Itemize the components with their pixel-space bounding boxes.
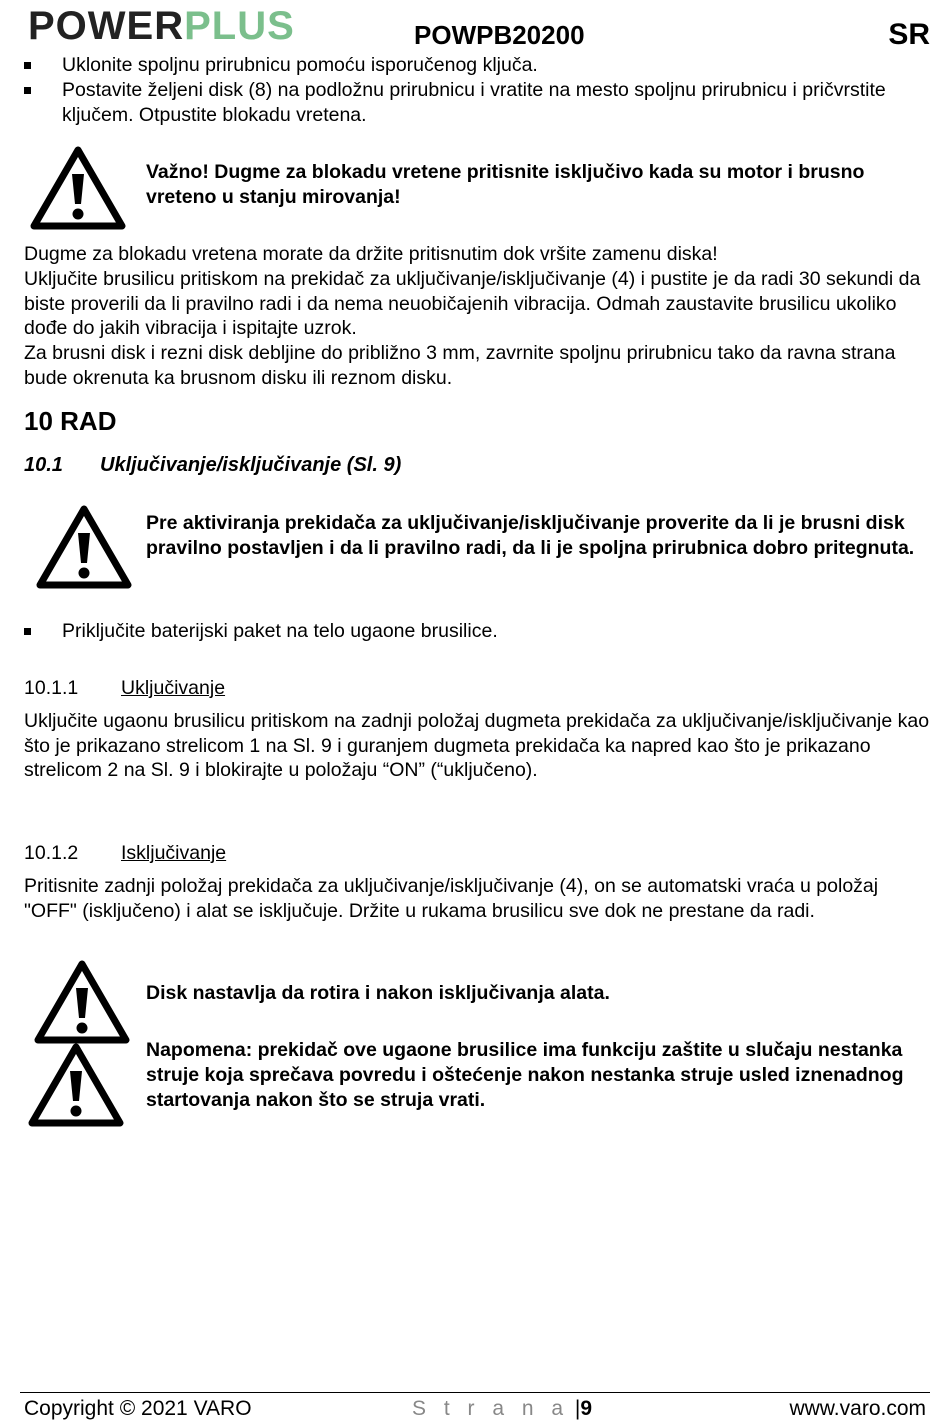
bullet-marker xyxy=(24,628,31,635)
warning-text: Disk nastavlja da rotira i nakon isključivanja alata. xyxy=(146,982,610,1004)
subsubsection-heading: 10.1.1 Uključivanje xyxy=(24,677,226,699)
warning-triangle-icon xyxy=(34,960,130,1044)
warning-text: Pre aktiviranja prekidača za uključivanje/isključivanje proverite da li je brusni disk pravilno postavljen i da li pravilno radi, da li je spoljna prirubnica dobro pritegnuta. xyxy=(146,512,915,559)
bullet-marker xyxy=(24,87,31,94)
paragraph: Pritisnite zadnji položaj prekidača za uključivanje/isključivanje (4), on se automatski vraća u položaj "OFF" (isključeno) i alat se isključuje. Držite u rukama brusilicu sve dok ne prestane da radi. xyxy=(24,875,879,922)
subsubsection-heading: 10.1.2 Isključivanje xyxy=(24,842,227,864)
paragraph: Za brusni disk i rezni disk debljine do približno 3 mm, zavrnite spoljnu prirubnicu tako da ravna strana bude okrenuta ka brusnom disku ili reznom disku. xyxy=(24,342,896,389)
paragraph: Uključite brusilicu pritiskom na prekidač za uključivanje/isključivanje (4) i pustite je da radi 30 sekundi da biste proverili da li pravilno radi i da nema neuobičajenih vibracija. Odmah zaustavite brusilicu ukoliko dođe do jakih vibracija i ispitajte uzrok. xyxy=(24,268,921,339)
model-number: POWPB20200 xyxy=(414,20,585,50)
footer-divider xyxy=(20,1392,930,1393)
warning-text: Važno! Dugme za blokadu vretene pritisnite isključivo kada su motor i brusno vreteno u stanju mirovanja! xyxy=(146,161,865,208)
subsection-heading: 10.1 Uključivanje/isključivanje (Sl. 9) xyxy=(24,454,402,476)
warning-triangle-icon xyxy=(36,505,132,589)
page-number: 9 xyxy=(580,1397,593,1420)
logo-plus: PLUS xyxy=(184,4,295,48)
warning-text: Napomena: prekidač ove ugaone brusilice ima funkciju zaštite u slučaju nestanka struje koja sprečava povredu i oštećenje nakon nestanka struje usled iznenadnog startovanja nakon što se struja vrati. xyxy=(146,1039,904,1111)
warning-triangle-icon xyxy=(30,146,126,230)
paragraph: Dugme za blokadu vretena morate da držite pritisnutim dok vršite zamenu diska! xyxy=(24,243,718,265)
footer-copyright: Copyright © 2021 VARO xyxy=(24,1397,252,1420)
logo-power: POWER xyxy=(28,4,185,48)
footer-website: www.varo.com xyxy=(789,1397,926,1420)
language-code: SR xyxy=(888,18,930,51)
section-heading: 10 RAD xyxy=(24,406,117,436)
paragraph: Uključite ugaonu brusilicu pritiskom na zadnji položaj dugmeta prekidača za uključivanje/isključivanje kao što je prikazano strelicom 1 na Sl. 9 i guranjem dugmeta prekidača ka napred kao što je prikazano strelicom 2 na Sl. 9 i blokirajte u položaju “ON” (“uključeno). xyxy=(24,710,930,781)
bullet-marker xyxy=(24,62,31,69)
warning-triangle-icon xyxy=(28,1043,124,1127)
brand-logo xyxy=(28,4,295,48)
footer-page: S t r a n a |9 xyxy=(412,1397,593,1420)
